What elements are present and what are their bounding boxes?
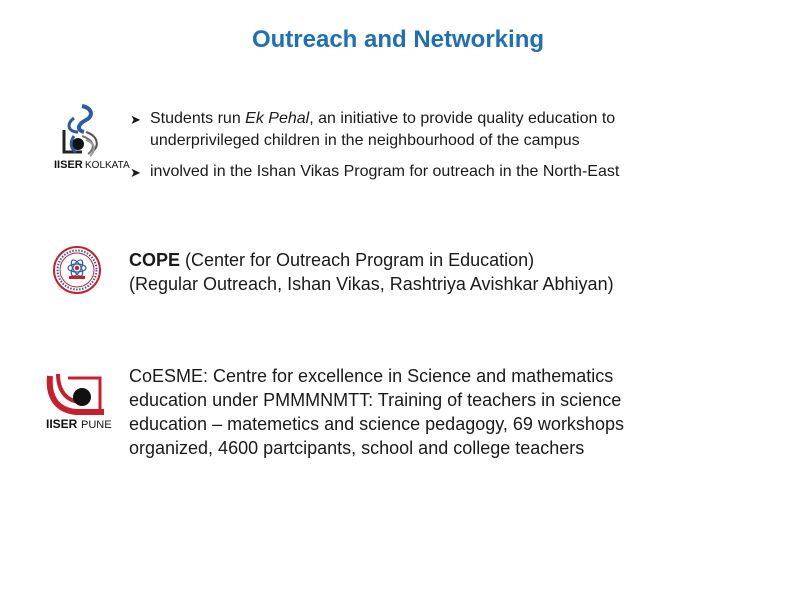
bullet-prefix: Students run xyxy=(150,110,246,127)
iiser-kolkata-logo xyxy=(52,102,130,172)
svg-text:PUNE: PUNE xyxy=(81,419,112,431)
cope-line-1 xyxy=(129,248,729,272)
cope-name: COPE xyxy=(129,250,181,270)
coesme-description: CoESME: Centre for excellence in Science and mathematics education under PMMMNMTT: Training of teachers in science education – matemetics and science pedagogy, 69 workshops organized, 4600 partcipants, school and college teachers xyxy=(129,366,624,458)
kolkata-bullet-list xyxy=(130,108,690,192)
svg-text:IISER: IISER xyxy=(54,159,83,171)
page-title: Outreach and Networking xyxy=(251,26,545,53)
iiser-pune-logo xyxy=(44,370,112,432)
cope-line-2: (Regular Outreach, Ishan Vikas, Rashtriya Avishkar Abhiyan) xyxy=(129,274,614,294)
ek-pehal-emphasis: Ek Pehal xyxy=(245,110,310,127)
cope-seal-logo xyxy=(52,242,102,298)
arrow-bullet-icon: ➤ xyxy=(130,165,141,180)
svg-text:IISER: IISER xyxy=(46,417,78,431)
bullet-suffix: , an initiative to provide quality education to underprivileged children in the neighbourhood of the campus xyxy=(150,110,616,149)
svg-text:KOLKATA: KOLKATA xyxy=(85,160,130,171)
list-item xyxy=(130,108,690,152)
cope-full-name: (Center for Outreach Program in Education) xyxy=(180,250,535,270)
list-item xyxy=(130,161,690,183)
bullet-text: involved in the Ishan Vikas Program for outreach in the North-East xyxy=(150,163,620,180)
cope-description xyxy=(129,248,729,296)
arrow-bullet-icon: ➤ xyxy=(130,112,141,127)
